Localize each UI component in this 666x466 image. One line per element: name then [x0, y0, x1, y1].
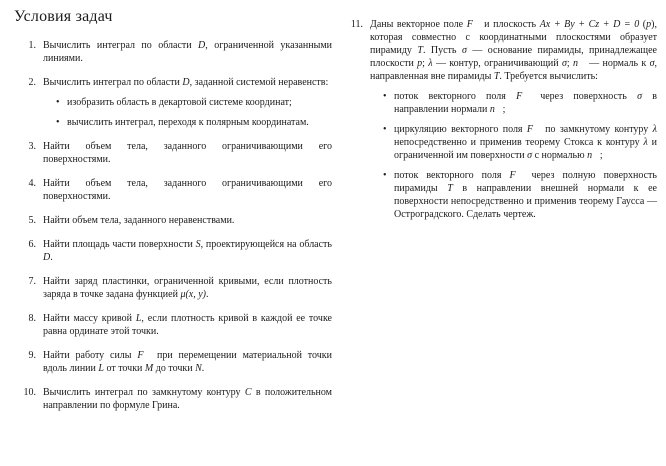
bullet-icon: •	[56, 117, 60, 128]
item-number: 1.	[28, 40, 36, 51]
item-number: 3.	[28, 141, 36, 152]
sub-bullet-list	[43, 96, 332, 129]
page-title: Условия задач	[14, 8, 113, 25]
item-number: 7.	[28, 276, 36, 287]
item-text: Найти объем тела, заданного неравенствами.	[43, 215, 235, 226]
item-text: Найти объем тела, заданного ограничивающими его поверхностями.	[43, 178, 332, 202]
problem-item-6	[14, 238, 332, 264]
bullet-item	[383, 169, 657, 221]
item-number: 8.	[28, 313, 36, 324]
item-text: Найти заряд пластинки, ограниченной кривыми, если плотность заряда в точке задана функцией μ(x, y).	[43, 276, 332, 300]
item-number: 9.	[28, 350, 36, 361]
right-column	[341, 8, 657, 466]
item-text: Даны векторное поле F⃗ и плоскость Ax + By + Cz + D = 0 (p), которая совместно с координатными плоскостями образует пирамиду T. Пусть σ — основание пирамиды, принадлежащее плоскости p; λ — контур, ограничивающий σ; n⃗ — нормаль к σ, направленная вне пирамиды T. Требуется вычислить:	[370, 19, 657, 82]
problem-item-9	[14, 349, 332, 375]
bullet-icon: •	[383, 124, 387, 135]
bullet-item	[56, 96, 332, 109]
problem-item-4	[14, 177, 332, 203]
item-text: Вычислить интеграл по области D, ограниченной указанными линиями.	[43, 40, 333, 64]
bullet-text: вычислить интеграл, переходя к полярным координатам.	[67, 117, 309, 128]
item-text: Найти площадь части поверхности S, проектирующейся на область D.	[43, 239, 332, 263]
problem-item-2	[14, 76, 332, 129]
bullet-text: поток векторного поля F⃗ через полную поверхность пирамиды T в направлении внешней нормали к ее поверхности непосредственно и применив теорему Гаусса — Остроградского. Сделать чертеж.	[394, 170, 657, 220]
problem-item-3	[14, 140, 332, 166]
problem-item-1	[14, 39, 332, 65]
bullet-icon: •	[383, 91, 387, 102]
problem-item-10	[14, 386, 332, 412]
problem-item-5	[14, 214, 332, 227]
bullet-item	[383, 90, 657, 116]
left-column	[14, 8, 332, 466]
bullet-text: изобразить область в декартовой системе координат;	[67, 97, 292, 108]
item-text: Вычислить интеграл по замкнутому контуру C в положительном направлении по формуле Грина.	[43, 387, 332, 411]
item-text: Найти массу кривой L, если плотность кривой в каждой ее точке равна ординате этой точки.	[43, 313, 332, 337]
problem-item-8	[14, 312, 332, 338]
item-number: 10.	[23, 387, 36, 398]
problem-item-11	[341, 18, 657, 221]
item-text: Вычислить интеграл по области D, заданной системой неравенств:	[43, 77, 329, 88]
bullet-text: поток векторного поля F⃗ через поверхность σ в направлении нормали n⃗;	[394, 91, 657, 115]
bullet-item	[56, 116, 332, 129]
item-text: Найти объем тела, заданного ограничивающими его поверхностями.	[43, 141, 332, 165]
item-number: 2.	[28, 77, 36, 88]
sub-bullet-list	[370, 90, 657, 221]
item-number: 5.	[28, 215, 36, 226]
bullet-text: циркуляцию векторного поля F⃗ по замкнутому контуру λ непосредственно и применив теорему Стокса к контуру λ и ограниченной им поверхности σ с нормалью n⃗;	[394, 124, 657, 161]
item-number: 6.	[28, 239, 36, 250]
item-number: 11.	[350, 19, 363, 30]
item-number: 4.	[28, 178, 36, 189]
problem-item-7	[14, 275, 332, 301]
item-text: Найти работу силы F⃗ при перемещении материальной точки вдоль линии L от точки M до точки N.	[43, 350, 332, 374]
bullet-icon: •	[56, 97, 60, 108]
bullet-item	[383, 123, 657, 162]
bullet-icon: •	[383, 170, 387, 181]
